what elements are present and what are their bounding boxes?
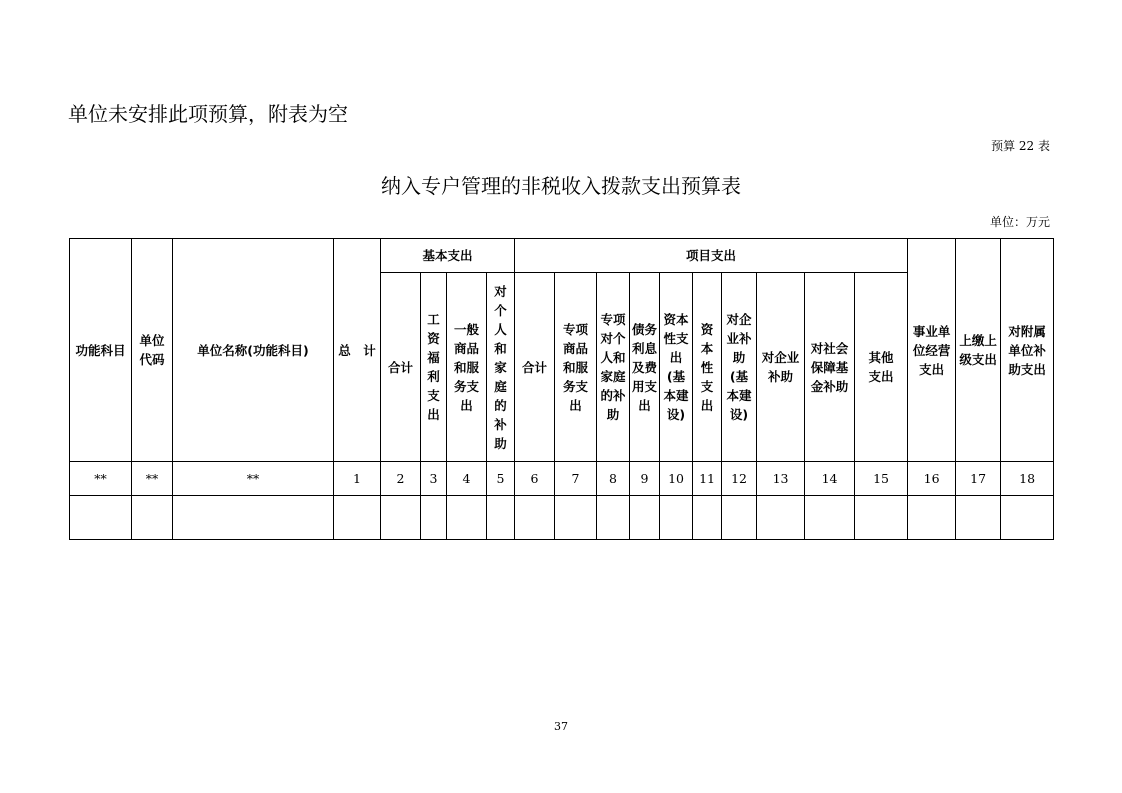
empty-cell (515, 496, 555, 540)
empty-cell (956, 496, 1001, 540)
empty-cell (173, 496, 334, 540)
empty-cell (381, 496, 421, 540)
header-enterprise-construction: 对企业补助(基本建设) (722, 273, 757, 462)
empty-cell (908, 496, 956, 540)
header-project-group: 项目支出 (515, 239, 908, 273)
empty-cell (855, 496, 908, 540)
header-capital: 资本性支出 (693, 273, 722, 462)
header-unit-name: 单位名称(功能科目) (173, 239, 334, 462)
index-cell: 5 (487, 462, 515, 496)
index-cell: 17 (956, 462, 1001, 496)
header-enterprise-subsidy: 对企业补助 (757, 273, 805, 462)
header-wages: 工资福利支出 (421, 273, 447, 462)
index-cell: 11 (693, 462, 722, 496)
empty-cell (334, 496, 381, 540)
index-cell: 18 (1001, 462, 1054, 496)
empty-cell (630, 496, 660, 540)
empty-notice: 单位未安排此项预算，附表为空 (68, 102, 348, 126)
table-number: 预算 22 表 (991, 139, 1050, 153)
index-cell: 4 (447, 462, 487, 496)
index-row (70, 462, 1054, 496)
header-remit-superior: 上缴上级支出 (956, 239, 1001, 462)
index-cell: 7 (555, 462, 597, 496)
header-debt-interest: 债务利息及费用支出 (630, 273, 660, 462)
empty-cell (421, 496, 447, 540)
page-title: 纳入专户管理的非税收入拨款支出预算表 (381, 174, 741, 198)
unit-label: 单位：万元 (989, 215, 1050, 229)
empty-cell (1001, 496, 1054, 540)
header-unit-code: 单位代码 (132, 239, 173, 462)
header-social-security: 对社会保障基金补助 (805, 273, 855, 462)
header-basic-group: 基本支出 (381, 239, 515, 273)
empty-cell (693, 496, 722, 540)
index-cell: 14 (805, 462, 855, 496)
empty-cell (597, 496, 630, 540)
index-cell: 12 (722, 462, 757, 496)
index-cell: 8 (597, 462, 630, 496)
index-cell: ** (132, 462, 173, 496)
header-capital-construction: 资本性支出(基本建设) (660, 273, 693, 462)
index-cell: 13 (757, 462, 805, 496)
header-business-operation: 事业单位经营支出 (908, 239, 956, 462)
empty-cell (722, 496, 757, 540)
header-subsidiary-subsidy: 对附属单位补助支出 (1001, 239, 1054, 462)
header-func-subject: 功能科目 (70, 239, 132, 462)
empty-cell (555, 496, 597, 540)
header-special-goods: 专项商品和服务支出 (555, 273, 597, 462)
header-other: 其他支出 (855, 273, 908, 462)
header-basic-total: 合计 (381, 273, 421, 462)
header-special-household: 专项对个人和家庭的补助 (597, 273, 630, 462)
empty-cell (805, 496, 855, 540)
header-goods-services: 一般商品和服务支出 (447, 273, 487, 462)
budget-table (69, 238, 1054, 540)
index-cell: 16 (908, 462, 956, 496)
header-household-subsidy: 对个人和家庭的补助 (487, 273, 515, 462)
header-total: 总 计 (334, 239, 381, 462)
header-project-total: 合计 (515, 273, 555, 462)
empty-cell (447, 496, 487, 540)
index-cell: ** (70, 462, 132, 496)
empty-cell (487, 496, 515, 540)
index-cell: 1 (334, 462, 381, 496)
index-cell: 9 (630, 462, 660, 496)
empty-cell (70, 496, 132, 540)
empty-cell (132, 496, 173, 540)
empty-cell (757, 496, 805, 540)
empty-data-row (70, 496, 1054, 540)
index-cell: ** (173, 462, 334, 496)
index-cell: 15 (855, 462, 908, 496)
index-cell: 2 (381, 462, 421, 496)
index-cell: 6 (515, 462, 555, 496)
empty-cell (660, 496, 693, 540)
index-cell: 10 (660, 462, 693, 496)
page-number: 37 (554, 720, 568, 733)
index-cell: 3 (421, 462, 447, 496)
